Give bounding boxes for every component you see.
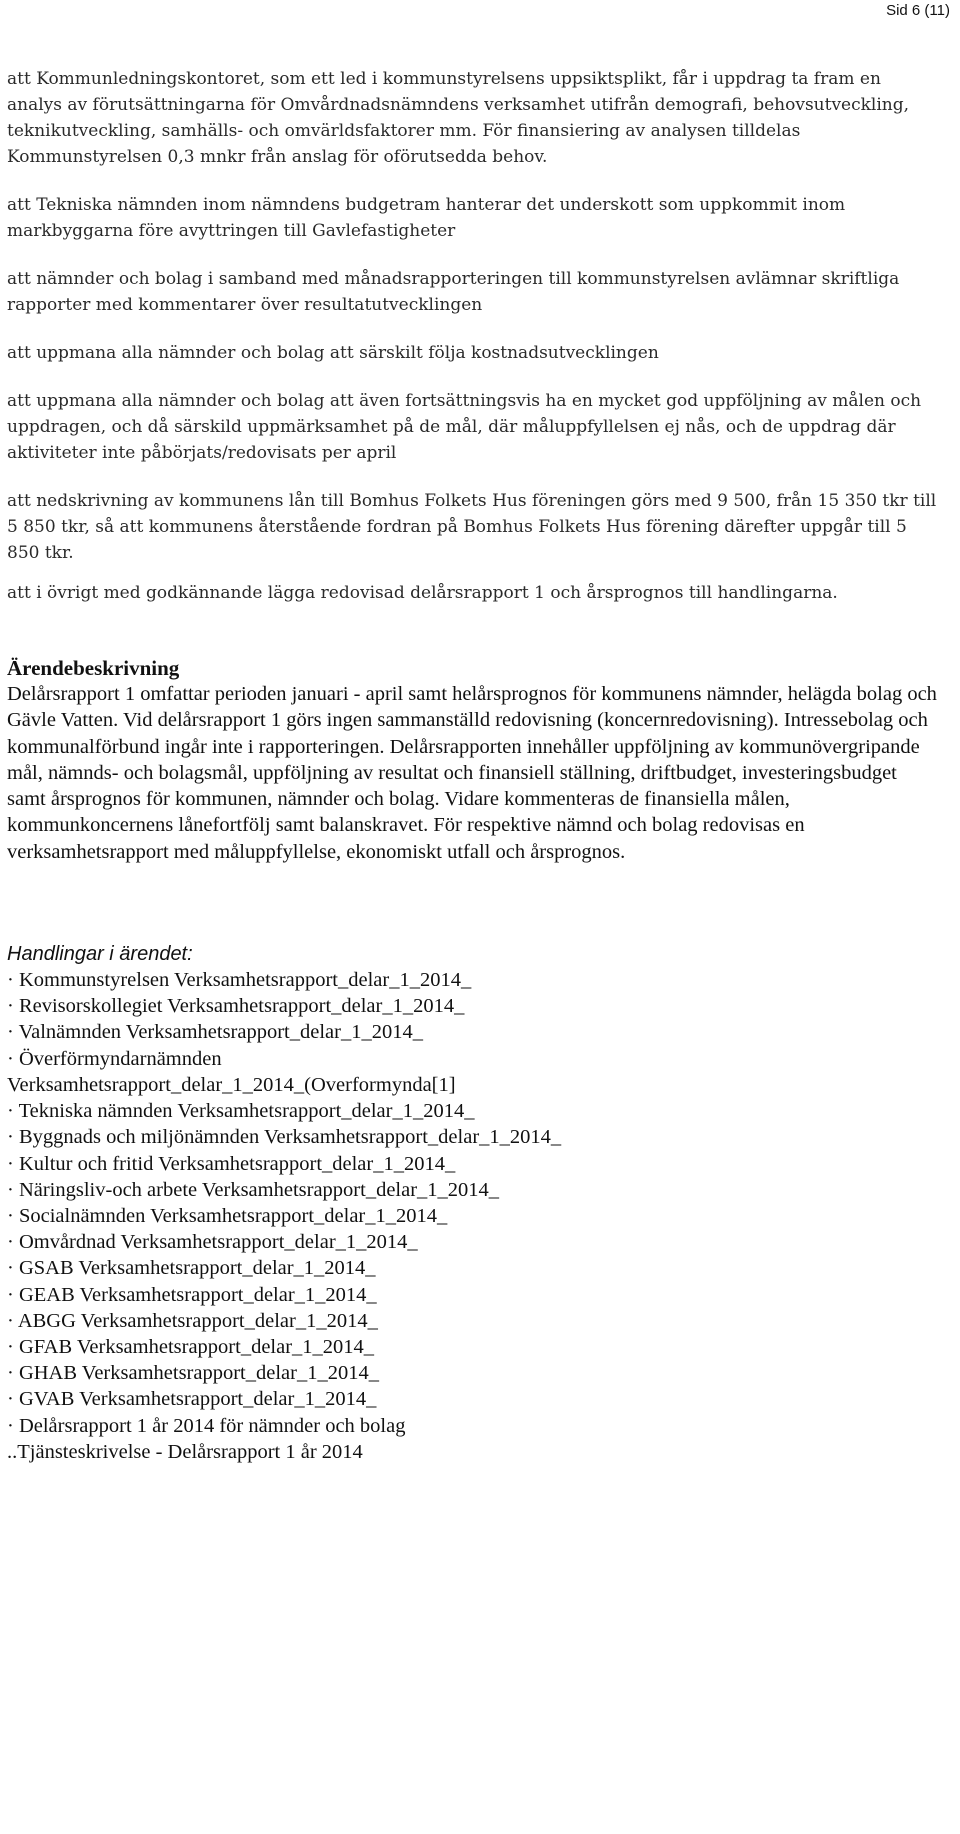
handlingar-item: ..Tjänsteskrivelse - Delårsrapport 1 år 2014	[7, 1440, 363, 1463]
handlingar-item: · Omvårdnad Verksamhetsrapport_delar_1_2014_	[7, 1231, 418, 1254]
handlingar-item: · Överförmyndarnämnden	[7, 1047, 222, 1070]
decision-paragraph-writedown: att nedskrivning av kommunens lån till Bomhus Folkets Hus föreningen görs med 9 500, från 15 350 tkr till 5 850 tkr, så att kommunens återstående fordran på Bomhus Folkets Hus förening därefter uppgår till 5 850 tkr.	[7, 491, 937, 563]
handlingar-item: · Byggnads och miljönämnden Verksamhetsrapport_delar_1_2014_	[7, 1126, 562, 1149]
handlingar-item: · Kommunstyrelsen Verksamhetsrapport_delar_1_2014_	[7, 969, 472, 992]
arendebeskrivning-text: Delårsrapport 1 omfattar perioden januari - april samt helårsprognos för kommunens nämnder, helägda bolag och Gävle Vatten. Vid delårsrapport 1 görs ingen sammanställd redovisning (koncernredovisning). Intressebolag och kommunalförbund ingår inte i rapporteringen. Delårsrapporten innehåller uppföljning av kommunövergripande mål, nämnds- och bolagsmål, uppföljning av resultat och finansiell ställning, driftbudget, investeringsbudget samt årsprognos för kommunen, nämnder och bolag. Vidare kommenteras de finansiella målen, kommunkoncernens lånefortfölj samt balanskravet. För respektive nämnd och bolag redovisas en verksamhetsrapport med måluppfyllelse, ekonomiskt utfall och årsprognos.	[7, 683, 937, 863]
decision-paragraph-analysis: att Kommunledningskontoret, som ett led i kommunstyrelsens uppsiktsplikt, får i uppdrag ta fram en analys av förutsättningarna för Omvårdnadsnämndens verksamhet utifrån demografi, behovsutveckling, teknikutveckling, samhälls- och omvärldsfaktorer mm. För finansiering av analysen tilldelas Kommunstyrelsen 0,3 mnkr från anslag för oförutsedda behov.	[7, 69, 910, 167]
document-body	[7, 66, 937, 1465]
handlingar-item: · Kultur och fritid Verksamhetsrapport_delar_1_2014_	[7, 1152, 456, 1175]
handlingar-item: · GVAB Verksamhetsrapport_delar_1_2014_	[7, 1388, 377, 1411]
handlingar-item: Verksamhetsrapport_delar_1_2014_(Overformynda[1]	[7, 1073, 456, 1096]
handlingar-item: · Delårsrapport 1 år 2014 för nämnder och bolag	[7, 1414, 406, 1437]
handlingar-item: · Socialnämnden Verksamhetsrapport_delar_1_2014_	[7, 1204, 448, 1227]
decision-paragraph-followup: att uppmana alla nämnder och bolag att även fortsättningsvis ha en mycket god uppföljning av målen och uppdragen, och då särskild uppmärksamhet på de mål, där måluppfyllelsen ej nås, och de uppdrag där aktiviteter inte påbörjats/redovisats per april	[7, 391, 922, 463]
decision-paragraph-reporting: att nämnder och bolag i samband med månadsrapporteringen till kommunstyrelsen avlämnar skriftliga rapporter med kommentarer över resultatutvecklingen	[7, 269, 900, 315]
handlingar-list	[7, 967, 937, 1465]
handlingar-item: · Valnämnden Verksamhetsrapport_delar_1_2014_	[7, 1021, 423, 1044]
section-heading-handlingar: Handlingar i ärendet:	[7, 943, 193, 966]
decision-paragraph-tekniska: att Tekniska nämnden inom nämndens budgetram hanterar det underskott som uppkommit inom markbyggarna före avyttringen till Gavlefastigheter	[7, 195, 846, 241]
handlingar-item: · GFAB Verksamhetsrapport_delar_1_2014_	[7, 1335, 375, 1358]
page-number: Sid 6 (11)	[886, 2, 950, 19]
handlingar-item: · Näringsliv-och arbete Verksamhetsrapport_delar_1_2014_	[7, 1178, 500, 1201]
section-heading-arendebeskrivning: Ärendebeskrivning	[7, 656, 180, 680]
handlingar-item: · GEAB Verksamhetsrapport_delar_1_2014_	[7, 1283, 377, 1306]
handlingar-item: · Revisorskollegiet Verksamhetsrapport_delar_1_2014_	[7, 995, 465, 1018]
handlingar-item: · Tekniska nämnden Verksamhetsrapport_delar_1_2014_	[7, 1100, 475, 1123]
decision-paragraph-costs: att uppmana alla nämnder och bolag att särskilt följa kostnadsutvecklingen	[7, 343, 659, 363]
handlingar-item: · GSAB Verksamhetsrapport_delar_1_2014_	[7, 1257, 376, 1280]
handlingar-item: · ABGG Verksamhetsrapport_delar_1_2014_	[7, 1309, 378, 1332]
decision-paragraph-approval: att i övrigt med godkännande lägga redovisad delårsrapport 1 och årsprognos till handlingarna.	[7, 583, 838, 603]
handlingar-item: · GHAB Verksamhetsrapport_delar_1_2014_	[7, 1362, 379, 1385]
